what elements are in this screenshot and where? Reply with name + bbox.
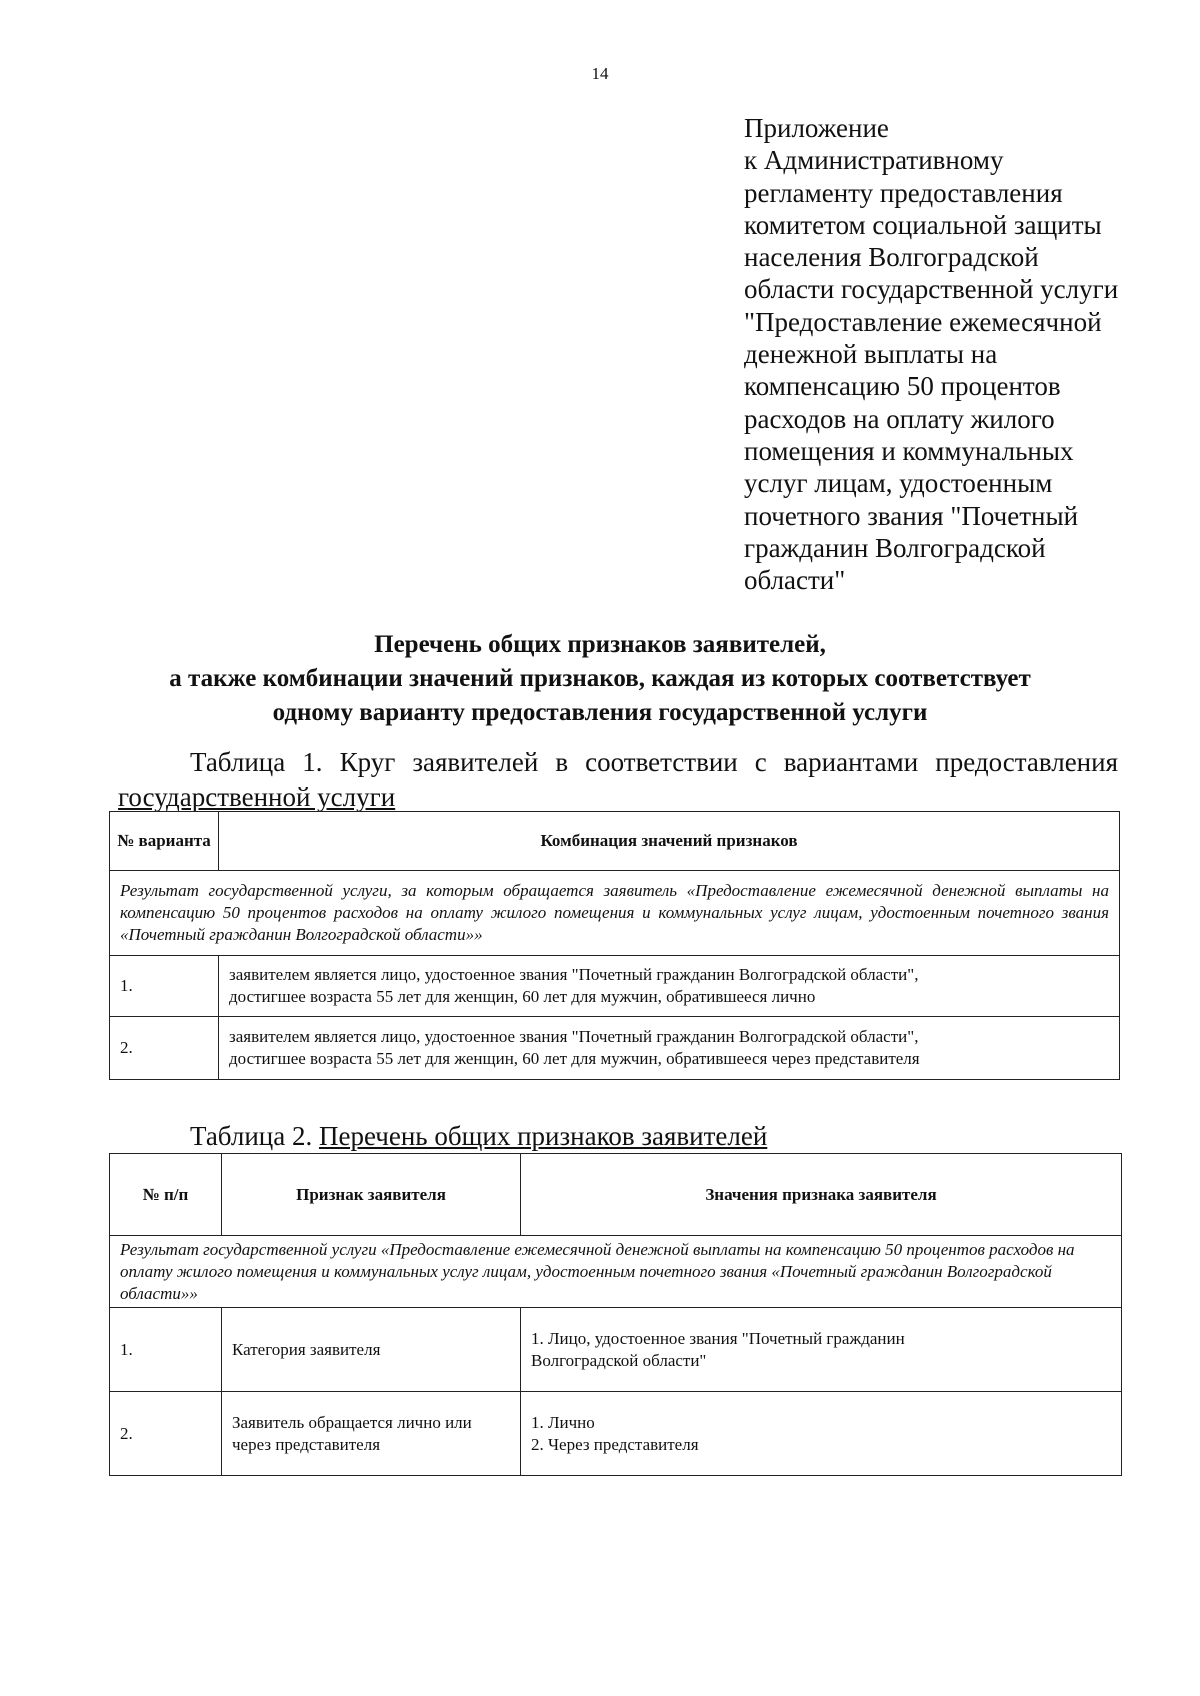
table1-row2-num: 2.: [110, 1017, 219, 1080]
table2-row2-num: 2.: [110, 1392, 222, 1476]
table1-row2-line2: достигшее возраста 55 лет для женщин, 60 лет для мужчин, обратившееся через представителя: [229, 1049, 920, 1068]
table2-row2-values: [521, 1392, 1122, 1476]
table2-row1-feature: Категория заявителя: [222, 1308, 521, 1392]
table1-row1-num: 1.: [110, 956, 219, 1017]
table2-caption-prefix: Таблица 2.: [190, 1121, 319, 1151]
table2: [109, 1153, 1122, 1476]
table1-row1-text: [219, 956, 1120, 1017]
appendix-line: Приложение: [744, 113, 889, 143]
table2-header-values: Значения признака заявителя: [521, 1154, 1122, 1236]
table-row: [110, 1017, 1120, 1080]
heading-line: Перечень общих признаков заявителей,: [374, 631, 826, 658]
table1-result-text: Результат государственной услуги, за которым обращается заявитель «Предоставление ежемесячной денежной выплаты на компенсацию 50 процентов расходов на оплату жилого помещения и коммунальных услуг лицам, удостоенным почетного звания «Почетный гражданин Волгоградской области»»: [110, 871, 1120, 956]
table1-caption-line1: Таблица 1. Круг заявителей в соответствии с вариантами предоставления: [190, 747, 1118, 777]
table2-header-feature: Признак заявителя: [222, 1154, 521, 1236]
table1-header-combination: Комбинация значений признаков: [219, 812, 1120, 871]
table2-caption: [190, 1120, 767, 1152]
table1-caption-line2: государственной услуги: [118, 782, 396, 812]
table1-result-row: [110, 871, 1120, 956]
appendix-line: к Административному: [744, 145, 1004, 176]
document-heading: [0, 628, 1200, 730]
table-row: [110, 1392, 1122, 1476]
table2-header-row: [110, 1154, 1122, 1236]
table1-row2-text: [219, 1017, 1120, 1080]
table-row: [110, 956, 1120, 1017]
table2-result-text: Результат государственной услуги «Предоставление ежемесячной денежной выплаты на компенсацию 50 процентов расходов на оплату жилого помещения и коммунальных услуг лицам, удостоенным почетного звания «Почетный гражданин Волгоградской области»»: [110, 1236, 1122, 1308]
table2-header-num: № п/п: [110, 1154, 222, 1236]
appendix-line: области": [744, 565, 846, 596]
heading-line: одному варианту предоставления государственной услуги: [272, 699, 928, 726]
appendix-line: почетного звания "Почетный: [744, 500, 1079, 531]
heading-line: а также комбинации значений признаков, каждая из которых соответствует: [169, 665, 1031, 692]
appendix-line: регламенту предоставления: [744, 177, 1063, 208]
appendix-line: "Предоставление ежемесячной: [744, 306, 1102, 337]
table1: [109, 811, 1120, 1080]
appendix-line: комитетом социальной защиты: [744, 209, 1102, 240]
table1-row2-line1: заявителем является лицо, удостоенное звания "Почетный гражданин Волгоградской области",: [229, 1027, 919, 1046]
table2-row1-value-line: 1. Лицо, удостоенное звания "Почетный гражданин: [531, 1328, 905, 1348]
appendix-line: расходов на оплату жилого: [744, 403, 1055, 434]
table2-row2-feature: Заявитель обращается лично или через представителя: [222, 1392, 521, 1476]
table2-row2-value-line: 1. Лично: [531, 1412, 595, 1432]
table2-result-row: [110, 1236, 1122, 1308]
table1-caption: [118, 745, 1118, 815]
table2-row1-values: [521, 1308, 1122, 1392]
table1-row1-line2: достигшее возраста 55 лет для женщин, 60 лет для мужчин, обратившееся лично: [229, 987, 816, 1006]
page-number: 14: [591, 64, 609, 83]
appendix-line: помещения и коммунальных: [744, 435, 1074, 466]
table-row: [110, 1308, 1122, 1392]
table1-header-row: [110, 812, 1120, 871]
appendix-line: населения Волгоградской: [744, 242, 1039, 273]
table2-row1-num: 1.: [110, 1308, 222, 1392]
table2-row2-value-line: 2. Через представителя: [531, 1434, 699, 1454]
appendix-line: услуг лицам, удостоенным: [744, 468, 1053, 499]
table2-caption-title: Перечень общих признаков заявителей: [318, 1121, 768, 1151]
table1-row1-line1: заявителем является лицо, удостоенное звания "Почетный гражданин Волгоградской области",: [229, 965, 919, 984]
appendix-line: компенсацию 50 процентов: [744, 371, 1061, 402]
appendix-line: области государственной услуги: [744, 274, 1119, 305]
table2-row1-value-line: Волгоградской области": [531, 1350, 707, 1370]
appendix-line: денежной выплаты на: [744, 339, 998, 370]
appendix-block: [744, 112, 1164, 596]
appendix-line: гражданин Волгоградской: [744, 532, 1046, 563]
table1-header-num: № варианта: [110, 812, 219, 871]
